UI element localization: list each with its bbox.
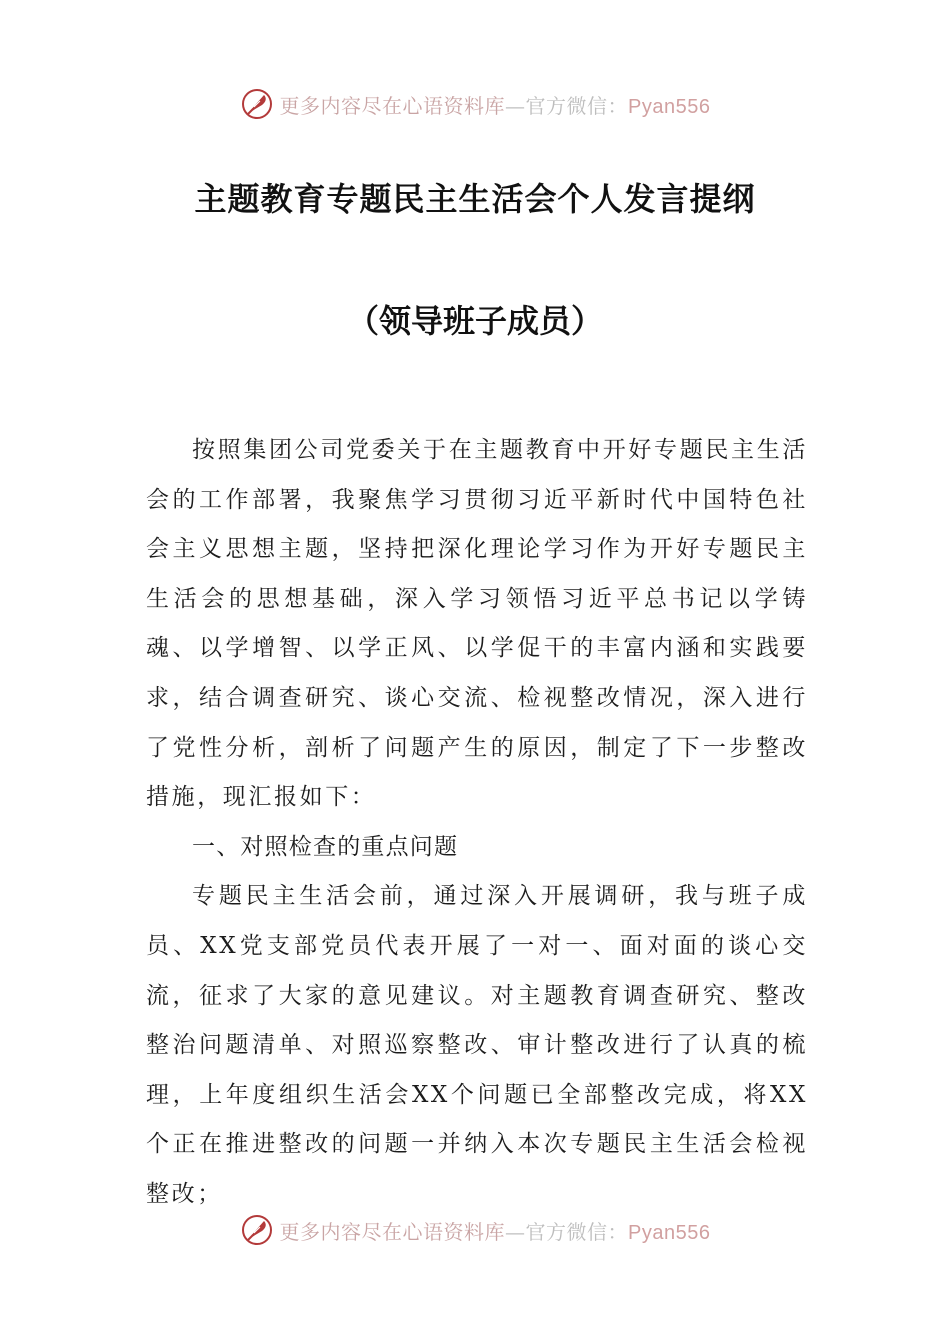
document-title: 主题教育专题民主生活会个人发言提纲: [194, 180, 756, 218]
paragraph-section-1: 专题民主生活会前，通过深入开展调研，我与班子成员、XX党支部党员代表开展了一对一、面对面的谈心交流，征求了大家的意见建议。对主题教育调查研究、整改整治问题清单、对照巡察整改、审计整改进行了认真的梳理，上年度组织生活会XX个问题已全部整改完成，将XX个正在推进整改的问题一并纳入本次专题民主生活会检视整改；: [146, 883, 808, 1207]
watermark-text: [280, 1216, 711, 1245]
watermark-id: Pyan556: [628, 95, 711, 118]
watermark-footer: [0, 1210, 950, 1250]
watermark-brand: 更多内容尽在心语资料库: [279, 1219, 506, 1244]
quill-logo-icon: [240, 1213, 274, 1247]
document-subtitle: （领导班子成员）: [346, 302, 603, 340]
section-heading-1: 一、对照检查的重点问题: [192, 833, 459, 860]
watermark-dash: —: [505, 1219, 526, 1244]
watermark-brand: 更多内容尽在心语资料库: [279, 93, 506, 118]
quill-logo-icon: [240, 87, 274, 121]
document-body: [146, 426, 808, 1220]
watermark-header: [0, 84, 950, 124]
watermark-sub: 官方微信：: [525, 1219, 629, 1244]
watermark-id: Pyan556: [628, 1221, 711, 1244]
watermark-sub: 官方微信：: [525, 93, 629, 118]
watermark-dash: —: [505, 93, 526, 118]
watermark-text: [280, 90, 711, 119]
paragraph-intro: 按照集团公司党委关于在主题教育中开好专题民主生活会的工作部署，我聚焦学习贯彻习近平新时代中国特色社会主义思想主题，坚持把深化理论学习作为开好专题民主生活会的思想基础，深入学习领悟习近平总书记以学铸魂、以学增智、以学正风、以学促干的丰富内涵和实践要求，结合调查研究、谈心交流、检视整改情况，深入进行了党性分析，剖析了问题产生的原因，制定了下一步整改措施，现汇报如下：: [146, 437, 808, 811]
